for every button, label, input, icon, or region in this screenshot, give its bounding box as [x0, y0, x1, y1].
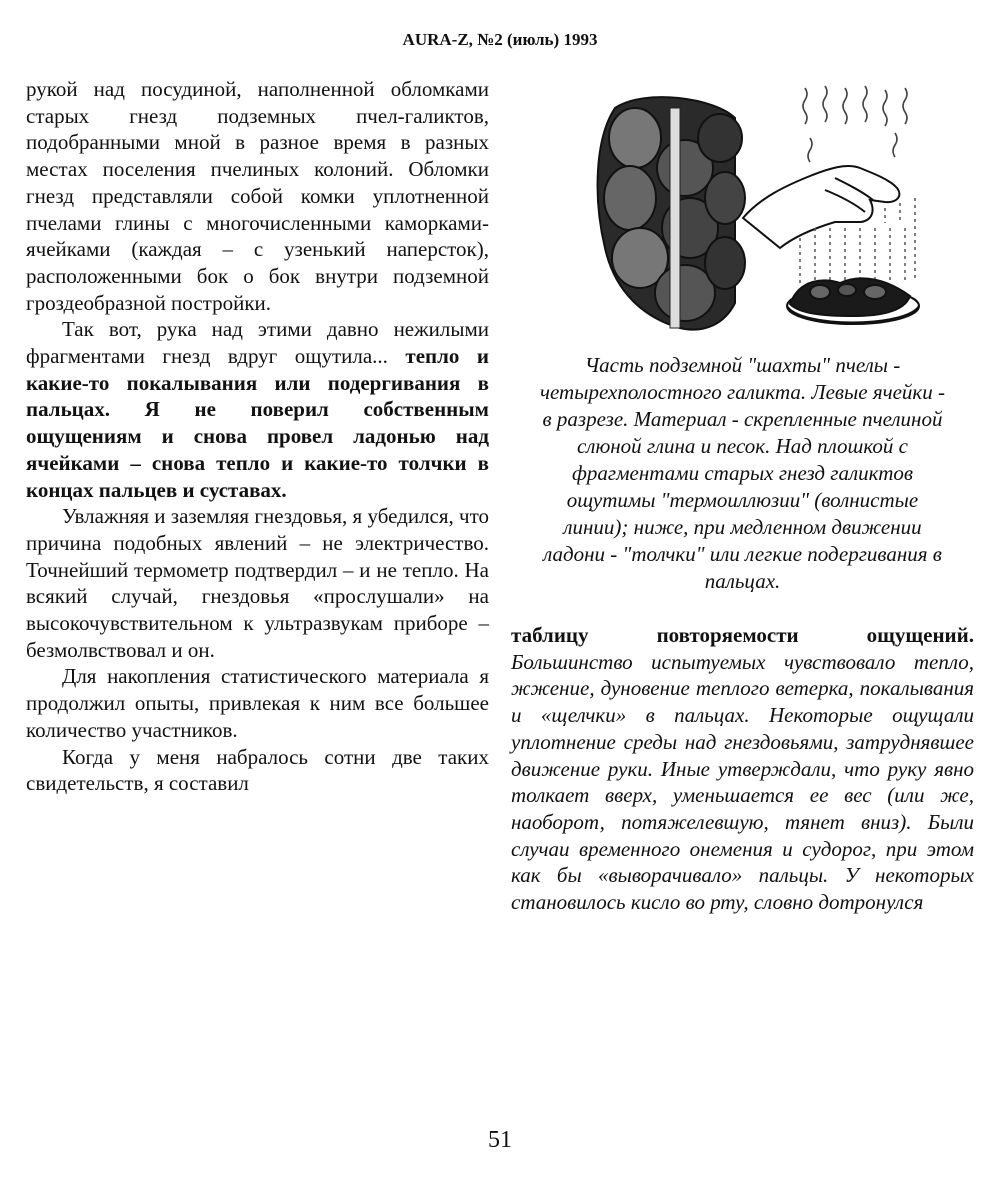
hand	[743, 166, 899, 248]
left-column	[26, 76, 489, 797]
paragraph-4: Для накопления статистического материала я продолжил опыты, привлекая к ним все большее количество участников.	[26, 664, 489, 742]
paragraph-1: рукой над посудиной, наполненной обломками старых гнезд подземных пчел-галиктов, подобранными мной в разное время в разных местах поселения пчелиных колоний. Обломки гнезд представляли собой комки уплотненной пчелами глины с многочисленными каморками-ячейками (каждая – с узенький наперсток), расположенными бок о бок внутри подземной гроздеобразной постройки.	[26, 77, 489, 315]
nest-cells	[598, 97, 745, 330]
caption-line: ощутимы "термоиллюзии" (волнистые	[566, 488, 919, 512]
paragraph-2-bold: тепло и какие-то покалывания или подергивания в пальцах. Я не поверил собственным ощущениям и снова провел ладонью над ячейками – снова тепло и какие-то толчки в концах пальцев и суставах.	[26, 344, 489, 502]
caption-line: линии); ниже, при медленном движении	[563, 515, 922, 539]
right-column-italic-text: Большинство испытуемых чувствовало тепло, жжение, дуновение теплого ветерка, покалывания и «щелчки» в пальцах. Некоторые ощущали уплотнение среды над гнездовьями, затруднявшее движение руки. Иные утверждали, что руку явно толкает вверх, уменьшается ее вес (или же, наоборот, потяжелевшую, тянет вниз). Были случаи временного онемения и судорог, при этом как бы «выворачивало» пальцы. У некоторых становилось кисло во рту, словно дотронулся	[511, 649, 974, 915]
paragraph-2-regular: Так вот, рука над этими давно нежилыми фрагментами гнезд вдруг ощутила...	[26, 317, 489, 369]
page-number: 51	[488, 1127, 512, 1153]
caption-line: Часть подземной "шахты" пчелы -	[584, 353, 901, 377]
right-column-lead: таблицу повторяемости ощущений.	[511, 623, 974, 647]
caption-line: слюной глина и песок. Над плошкой с	[576, 434, 908, 458]
dish-with-fragments	[787, 278, 919, 324]
caption-line: в разрезе. Материал - скрепленные пчелиной	[542, 407, 943, 431]
caption-line: фрагментами старых гнезд галиктов	[572, 461, 913, 485]
caption-line: пальцах.	[704, 569, 781, 593]
paragraph-2	[26, 316, 489, 503]
right-column	[511, 622, 974, 916]
running-header: AURA-Z, №2 (июль) 1993	[402, 30, 598, 49]
paragraph-3: Увлажняя и заземляя гнездовья, я убедился, что причина подобных явлений – не электричество. Точнейший термометр подтвердил – и не тепло. На всякий случай, гнездовья «прослушали» на высокочувствительном к ультразвукам приборе – безмолвствовал и он.	[26, 504, 489, 662]
paragraph-5: Когда у меня набралось сотни две таких свидетельств, я составил	[26, 744, 489, 796]
bee-nest-drawing	[585, 78, 930, 348]
caption-line: ладони - "толчки" или легкие подергивания в	[543, 542, 942, 566]
figure-caption	[511, 352, 974, 595]
heat-lines	[803, 86, 907, 162]
bee-nest-illustration	[585, 78, 930, 348]
caption-line: четырехполостного галикта. Левые ячейки -	[540, 380, 945, 404]
